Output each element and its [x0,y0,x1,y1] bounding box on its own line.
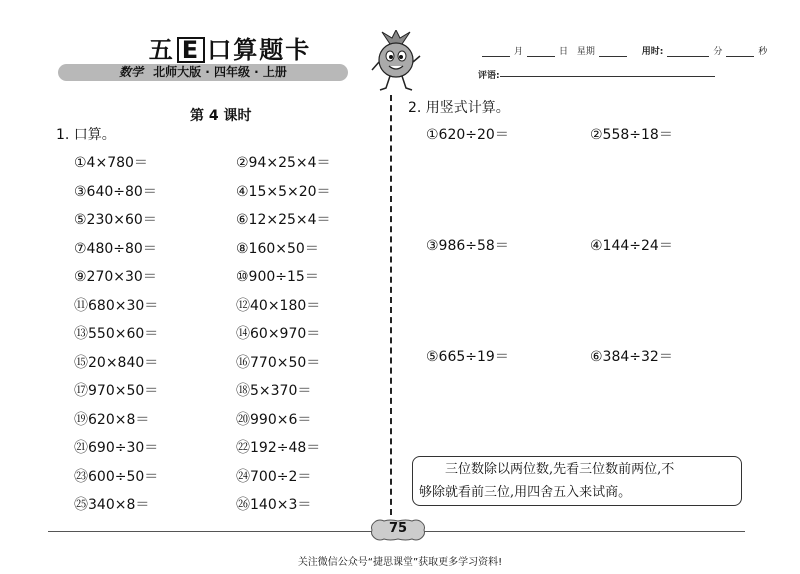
review-label: 评语: [478,71,500,81]
problem-26: ㉖140×3＝ [236,497,312,513]
problem-14: ⑭60×970＝ [236,326,321,342]
section1-heading: 1. 口算。 [56,127,116,143]
second-blank[interactable] [726,47,754,57]
problem-1: ①4×780＝ [74,155,148,171]
problem-5: ⑤230×60＝ [74,212,157,228]
page-number: 75 [388,521,408,536]
tip-line-2: 够除就看前三位,用四舍五入来试商。 [419,485,632,500]
problem-19: ⑲620×8＝ [74,412,150,428]
subject-label: 数学 [119,65,144,79]
footer-text: 关注微信公众号“捷思课堂”获取更多学习资料! [297,557,503,568]
edition-banner [58,64,348,81]
problem-9: ⑨270×30＝ [74,269,157,285]
minute-label: 分 [713,47,723,57]
vertical-problem-5: ⑤665÷19＝ [426,349,509,365]
problem-23: ㉓600÷50＝ [74,469,159,485]
problem-18: ⑱5×370＝ [236,383,312,399]
problem-8: ⑧160×50＝ [236,241,319,257]
problem-16: ⑯770×50＝ [236,355,321,371]
problem-25: ㉕340×8＝ [74,497,150,513]
problem-13: ⑬550×60＝ [74,326,159,342]
title-post: 口算题卡 [207,36,312,64]
column-divider [390,95,392,515]
vertical-problem-4: ④144÷24＝ [590,238,673,254]
tip-box [412,456,742,506]
second-label: 秒 [758,47,768,57]
week-label: 星期 [576,47,595,57]
card-title [140,30,320,65]
month-label: 月 [514,47,524,57]
problem-11: ⑪680×30＝ [74,298,159,314]
title-letter-box: E [177,37,205,63]
review-blank[interactable] [500,76,715,77]
problem-17: ⑰970×50＝ [74,383,159,399]
month-blank[interactable] [482,47,510,57]
vertical-problem-3: ③986÷58＝ [426,238,509,254]
problem-12: ⑫40×180＝ [236,298,321,314]
week-blank[interactable] [599,47,627,57]
date-time-line [478,44,767,57]
problem-10: ⑩900÷15＝ [236,269,319,285]
time-label: 用时: [641,47,664,57]
problem-22: ㉒192÷48＝ [236,440,321,456]
vertical-problem-1: ①620÷20＝ [426,127,509,143]
problem-20: ⑳990×6＝ [236,412,312,428]
radish-mascot-icon [368,30,424,92]
section2-heading: 2. 用竖式计算。 [408,100,510,116]
vertical-problem-6: ⑥384÷32＝ [590,349,673,365]
problem-21: ㉑690÷30＝ [74,440,159,456]
edition-label: 北师大版 · 四年级 · 上册 [153,65,287,79]
day-label: 日 [559,47,569,57]
vertical-problem-2: ②558÷18＝ [590,127,673,143]
problem-15: ⑮20×840＝ [74,355,159,371]
minute-blank[interactable] [667,47,709,57]
day-blank[interactable] [527,47,555,57]
problem-4: ④15×5×20＝ [236,184,331,200]
problem-24: ㉔700÷2＝ [236,469,312,485]
tip-line-1: 三位数除以两位数,先看三位数前两位,不 [445,462,675,477]
problem-7: ⑦480÷80＝ [74,241,157,257]
problem-2: ②94×25×4＝ [236,155,331,171]
lesson-title: 第 4 课时 [190,108,252,124]
problem-3: ③640÷80＝ [74,184,157,200]
problem-6: ⑥12×25×4＝ [236,212,331,228]
title-pre: 五 [148,36,175,64]
